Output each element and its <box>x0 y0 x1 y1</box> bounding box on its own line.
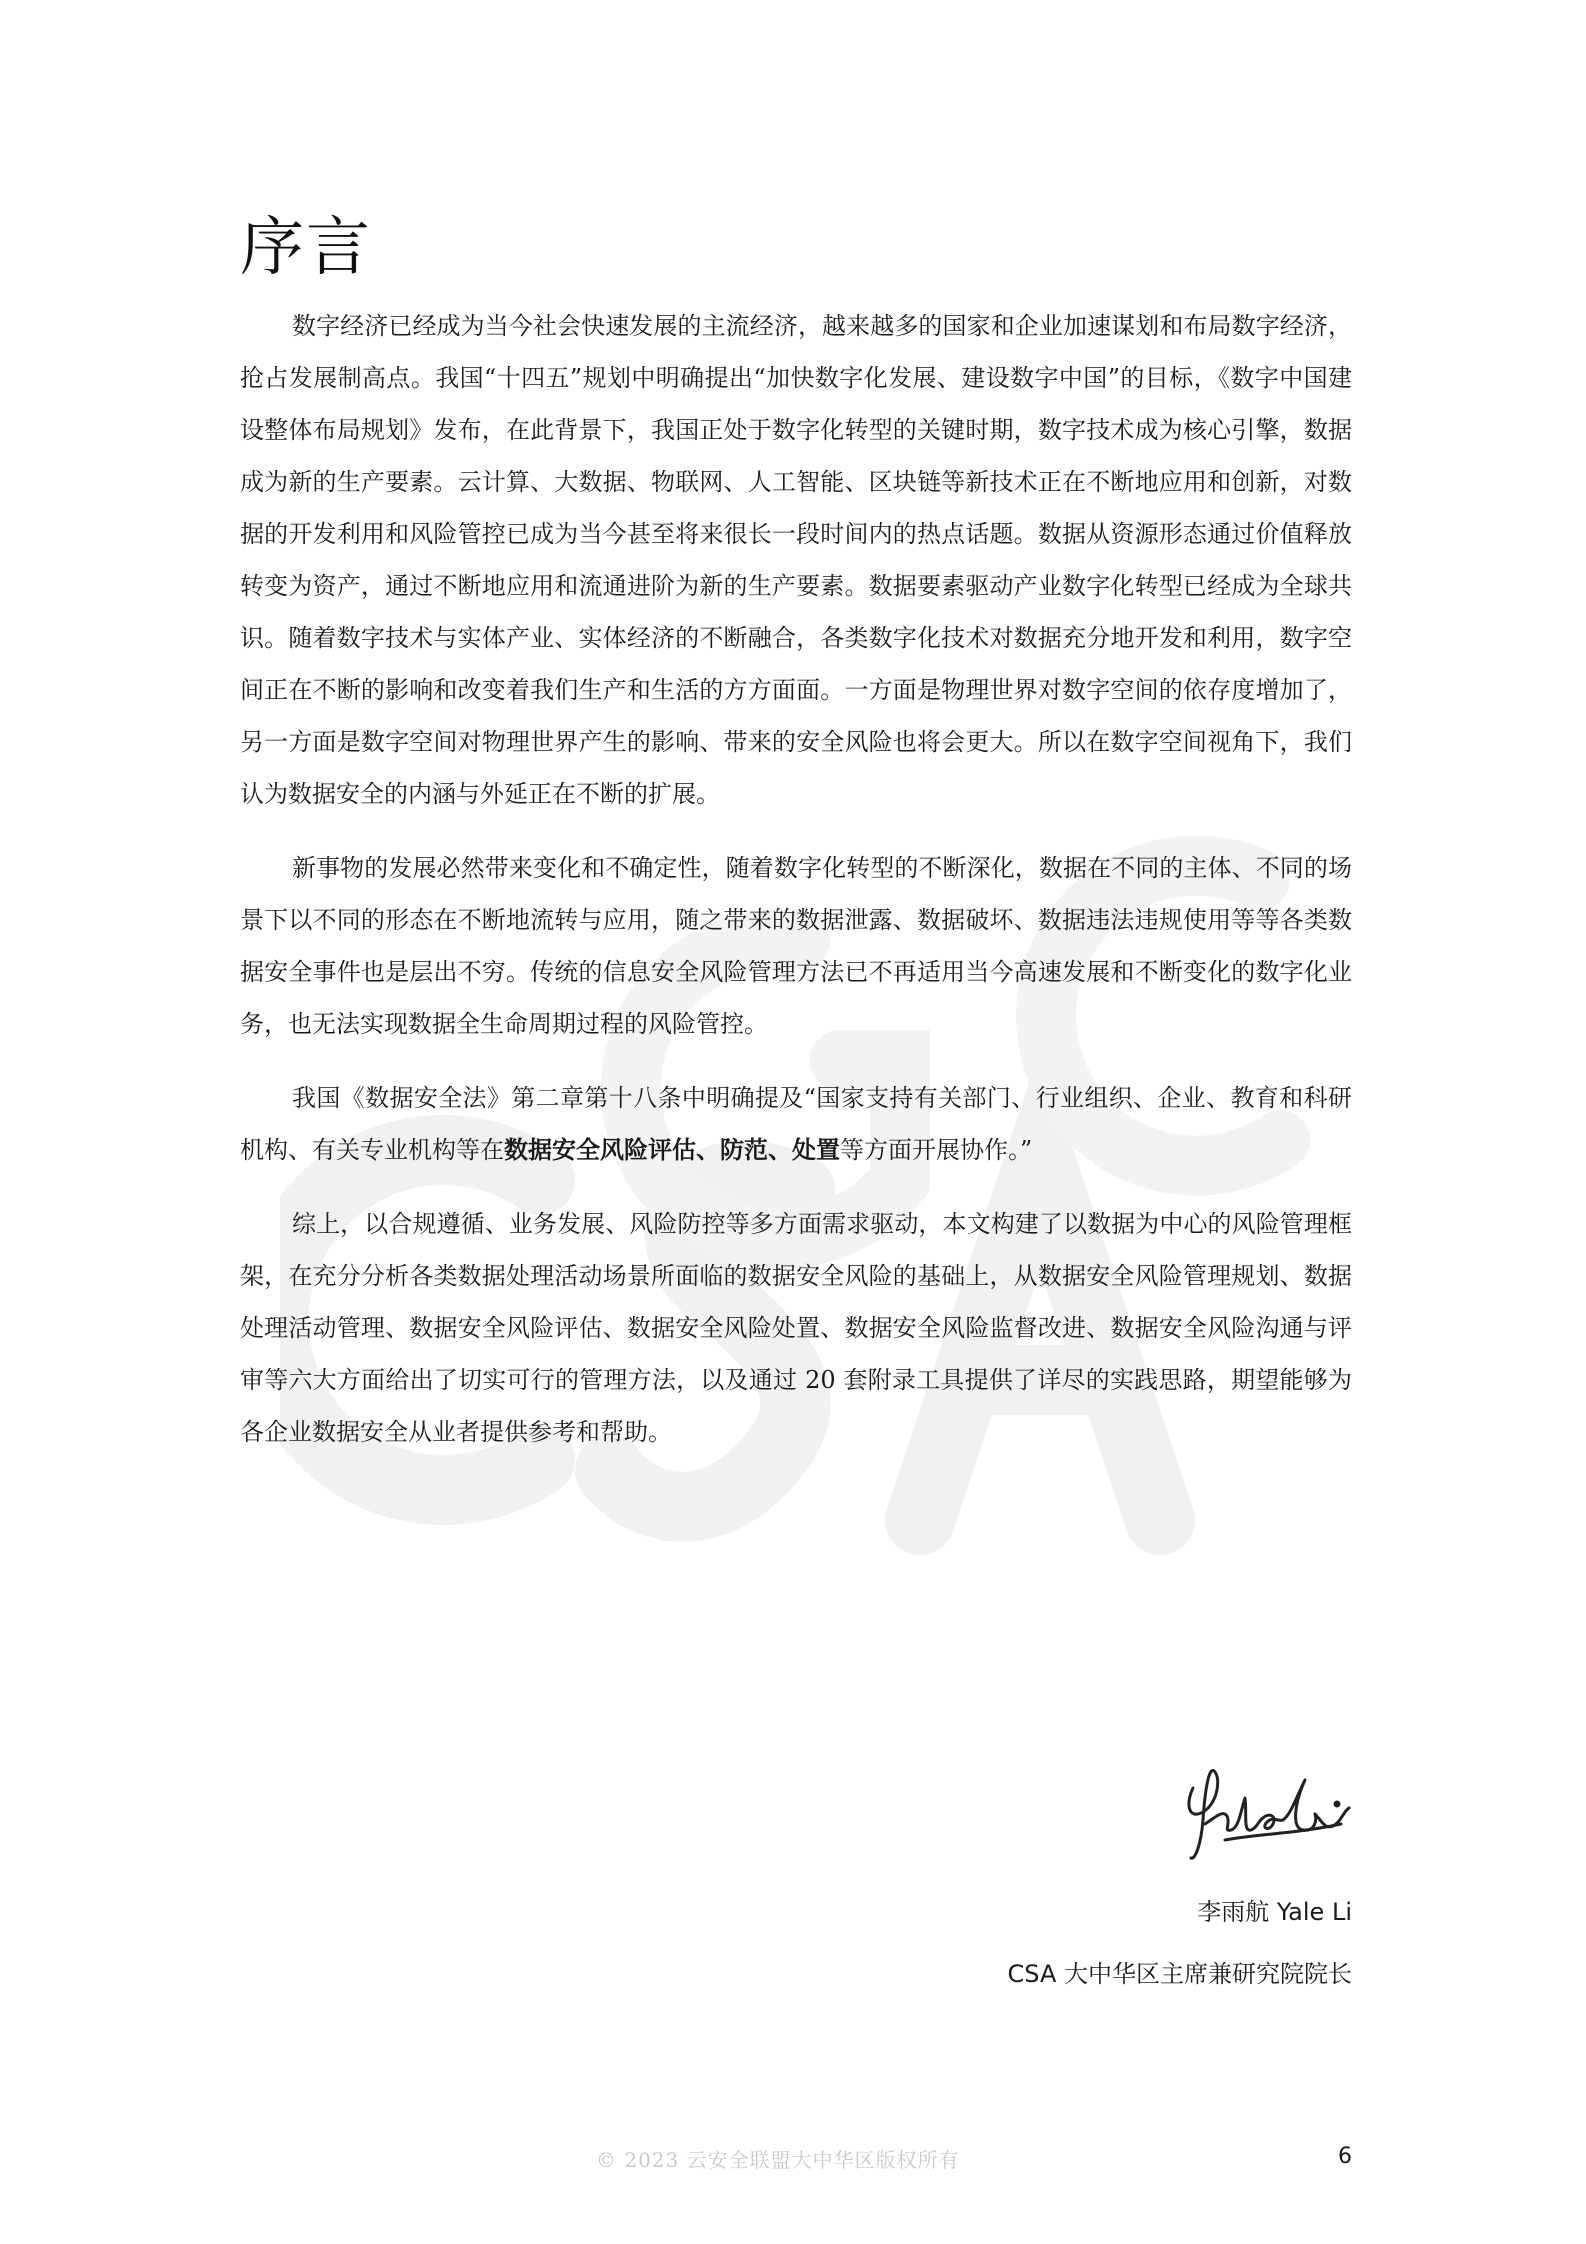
preface-body <box>240 300 1352 1458</box>
author-title: CSA 大中华区主席兼研究院院长 <box>1007 1960 1352 1988</box>
handwritten-signature <box>1165 1750 1365 1880</box>
paragraph-4: 综上，以合规遵循、业务发展、风险防控等多方面需求驱动，本文构建了以数据为中心的风险管理框架，在充分分析各类数据处理活动场景所面临的数据安全风险的基础上，从数据安全风险管理规划、数据处理活动管理、数据安全风险评估、数据安全风险处置、数据安全风险监督改进、数据安全风险沟通与评审等六大方面给出了切实可行的管理方法，以及通过 20 套附录工具提供了详尽的实践思路，期望能够为各企业数据安全从业者提供参考和帮助。 <box>240 1210 1352 1446</box>
author-name: 李雨航 Yale Li <box>1197 1898 1352 1926</box>
page-number: 6 <box>1338 2144 1352 2169</box>
page-title: 序言 <box>240 211 372 285</box>
paragraph-3-text-after: 等方面开展协作。” <box>840 1136 1033 1164</box>
paragraph-1: 数字经济已经成为当今社会快速发展的主流经济，越来越多的国家和企业加速谋划和布局数字经济，抢占发展制高点。我国“十四五”规划中明确提出“加快数字化发展、建设数字中国”的目标，《数字中国建设整体布局规划》发布，在此背景下，我国正处于数字化转型的关键时期，数字技术成为核心引擎，数据成为新的生产要素。云计算、大数据、物联网、人工智能、区块链等新技术正在不断地应用和创新，对数据的开发利用和风险管控已成为当今甚至将来很长一段时间内的热点话题。数据从资源形态通过价值释放转变为资产，通过不断地应用和流通进阶为新的生产要素。数据要素驱动产业数字化转型已经成为全球共识。随着数字技术与实体产业、实体经济的不断融合，各类数字化技术对数据充分地开发和利用，数字空间正在不断的影响和改变着我们生产和生活的方方面面。一方面是物理世界对数字空间的依存度增加了，另一方面是数字空间对物理世界产生的影响、带来的安全风险也将会更大。所以在数字空间视角下，我们认为数据安全的内涵与外延正在不断的扩展。 <box>240 312 1352 808</box>
footer-copyright: © 2023 云安全联盟大中华区版权所有 <box>596 2148 960 2172</box>
paragraph-3-highlight: 数据安全风险评估、防范、处置 <box>504 1136 840 1164</box>
paragraph-2: 新事物的发展必然带来变化和不确定性，随着数字化转型的不断深化，数据在不同的主体、不同的场景下以不同的形态在不断地流转与应用，随之带来的数据泄露、数据破坏、数据违法违规使用等等各类数据安全事件也是层出不穷。传统的信息安全风险管理方法已不再适用当今高速发展和不断变化的数字化业务，也无法实现数据全生命周期过程的风险管控。 <box>240 854 1352 1038</box>
paragraph-3 <box>240 1072 1352 1176</box>
paragraph-3-text-before: 我国《数据安全法》第二章第十八条中明确提及“国家支持有关部门、行业组织、企业、教育和科研机构、有关专业机构等在 <box>240 1084 1352 1164</box>
